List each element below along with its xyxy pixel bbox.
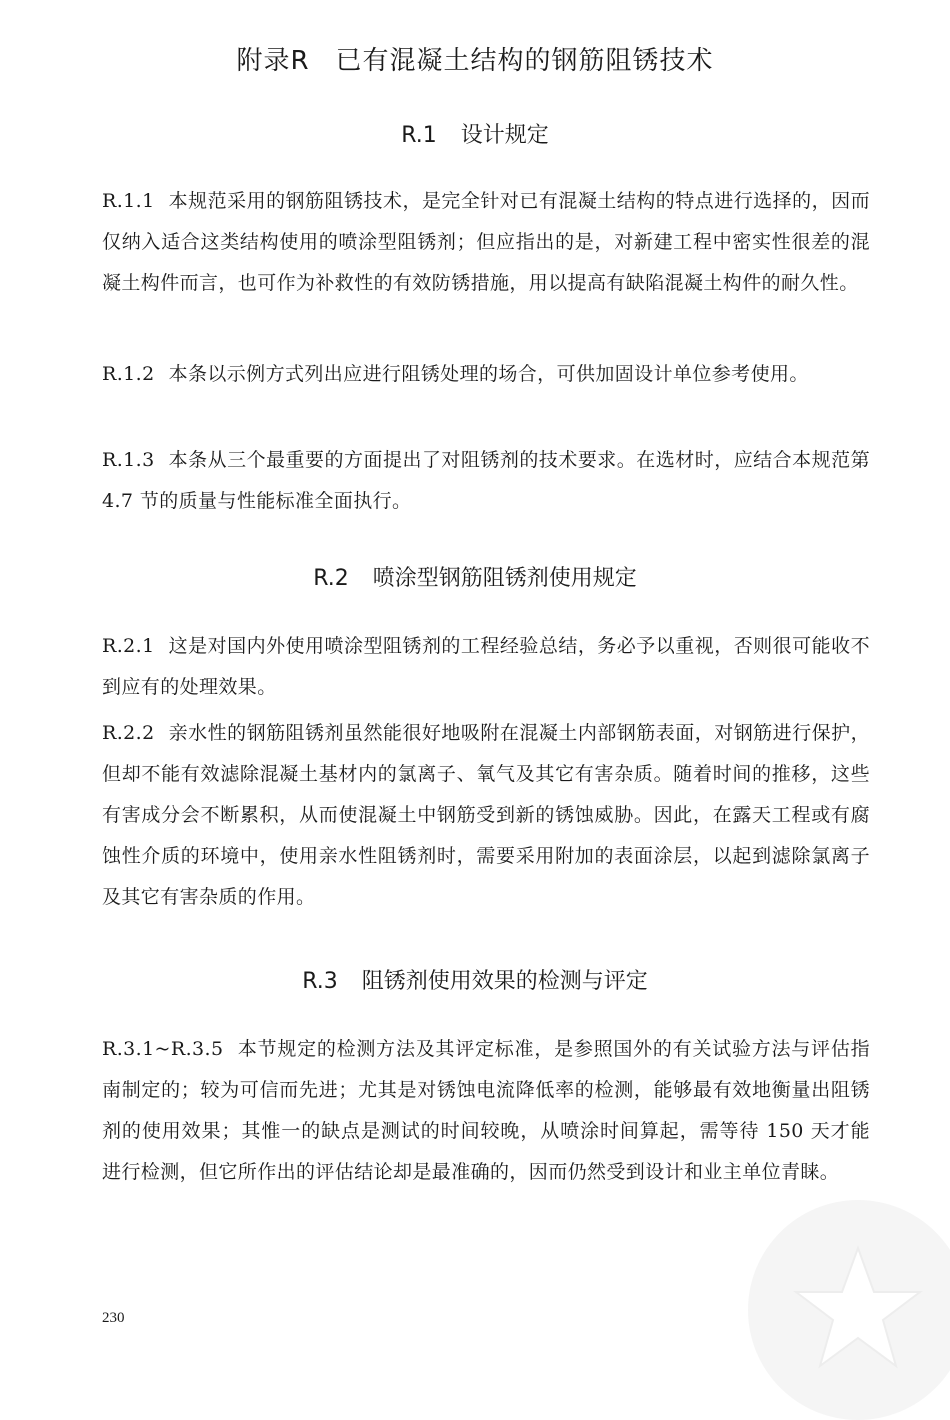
clause-text: 本节规定的检测方法及其评定标准，是参照国外的有关试验方法与评估指南制定的；较为可信而先进；尤其是对锈蚀电流降低率的检测，能够最有效地衡量出阻锈剂的使用效果；其惟一的缺点是测试的时间较晚，从喷涂时间算起，需等待 150 天才能进行检测，但它所作出的评估结论却是最准确的，因而仍然受到设计和业主单位青睐。 xyxy=(102,1038,870,1183)
watermark-seal xyxy=(748,1200,950,1420)
clause-text: 这是对国内外使用喷涂型阻锈剂的工程经验总结，务必予以重视，否则很可能收不到应有的处理效果。 xyxy=(102,635,870,698)
clause-number: R.2.2 xyxy=(102,722,155,744)
section-heading-r3 xyxy=(0,964,950,995)
clause-text: 本规范采用的钢筋阻锈技术，是完全针对已有混凝土结构的特点进行选择的，因而仅纳入适合这类结构使用的喷涂型阻锈剂；但应指出的是，对新建工程中密实性很差的混凝土构件而言，也可作为补救性的有效防锈措施，用以提高有缺陷混凝土构件的耐久性。 xyxy=(102,190,870,294)
appendix-title xyxy=(0,40,950,77)
clause-number: R.2.1 xyxy=(102,635,155,657)
clause-paragraph xyxy=(102,713,870,918)
clause-paragraph xyxy=(102,626,870,708)
clause-number: R.3.1~R.3.5 xyxy=(102,1038,224,1060)
appendix-label: 附录R xyxy=(236,46,310,76)
clause-paragraph xyxy=(102,1029,870,1193)
section-number: R.2 xyxy=(313,566,349,591)
section-heading-r2 xyxy=(0,561,950,592)
clause-number: R.1.2 xyxy=(102,363,155,385)
section-number: R.3 xyxy=(302,969,338,994)
section-number: R.1 xyxy=(401,123,437,148)
appendix-title-text: 已有混凝土结构的钢筋阻锈技术 xyxy=(335,46,714,76)
section-title: 阻锈剂使用效果的检测与评定 xyxy=(361,969,648,994)
page-number: 230 xyxy=(102,1310,125,1326)
clause-text: 本条从三个最重要的方面提出了对阻锈剂的技术要求。在选材时，应结合本规范第 4.7 节的质量与性能标准全面执行。 xyxy=(102,449,870,512)
clause-text: 亲水性的钢筋阻锈剂虽然能很好地吸附在混凝土内部钢筋表面，对钢筋进行保护，但却不能有效滤除混凝土基材内的氯离子、氧气及其它有害杂质。随着时间的推移，这些有害成分会不断累积，从而使混凝土中钢筋受到新的锈蚀威胁。因此，在露天工程或有腐蚀性介质的环境中，使用亲水性阻锈剂时，需要采用附加的表面涂层，以起到滤除氯离子及其它有害杂质的作用。 xyxy=(102,722,870,908)
clause-number: R.1.3 xyxy=(102,449,155,471)
clause-text: 本条以示例方式列出应进行阻锈处理的场合，可供加固设计单位参考使用。 xyxy=(168,363,809,385)
clause-paragraph xyxy=(102,181,870,304)
section-title: 喷涂型钢筋阻锈剂使用规定 xyxy=(372,566,637,591)
clause-paragraph xyxy=(102,440,870,522)
clause-paragraph xyxy=(102,354,870,395)
clause-number: R.1.1 xyxy=(102,190,155,212)
section-title: 设计规定 xyxy=(460,123,549,148)
star-icon xyxy=(788,1240,928,1380)
section-heading-r1 xyxy=(0,118,950,149)
